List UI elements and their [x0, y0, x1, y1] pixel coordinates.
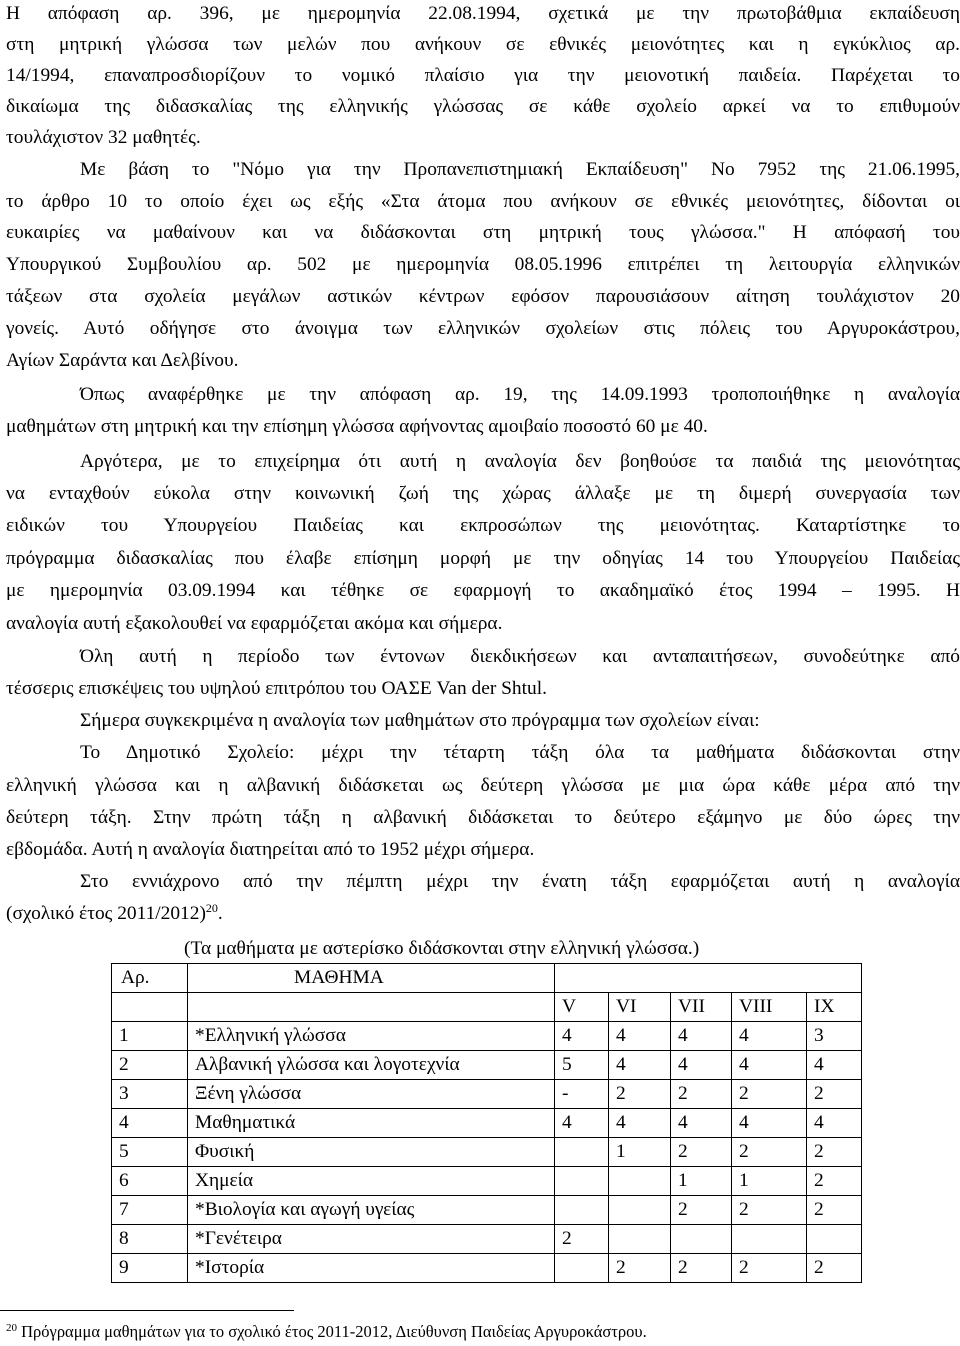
table-row: [112, 1196, 862, 1225]
table-row: [112, 1254, 862, 1283]
row-hours: 2: [555, 1225, 609, 1254]
row-hours: [555, 1138, 609, 1167]
row-subject: *Γενέτειρα: [188, 1225, 555, 1254]
row-hours: 4: [609, 1109, 671, 1138]
row-subject: Χημεία: [188, 1167, 555, 1196]
grade-header: IX: [807, 993, 862, 1022]
paragraph-3-line: μαθημάτων στη μητρική και την επίσημη γλώσσα αφήνοντας αμοιβαίο ποσοστό 60 με 40.: [6, 416, 708, 437]
grades-row-blank: [188, 993, 555, 1022]
row-hours: 3: [807, 1022, 862, 1051]
paragraph-6-line: Σήμερα συγκεκριμένα η αναλογία των μαθημάτων στο πρόγραμμα των σχολείων είναι:: [80, 710, 760, 731]
grade-header: VIII: [732, 993, 807, 1022]
row-hours: 2: [732, 1080, 807, 1109]
paragraph-2-line: Με βάση το "Νόμο για την Προπανεπιστημιακή Εκπαίδευση" Νο 7952 της 21.06.1995,: [80, 159, 960, 180]
row-hours: 2: [807, 1196, 862, 1225]
paragraph-2-line: τάξεων στα σχολεία μεγάλων αστικών κέντρων εφόσον παρουσιάσουν αίτηση τουλάχιστον 20: [6, 286, 960, 307]
row-number: 2: [112, 1051, 188, 1080]
grade-header: VI: [609, 993, 671, 1022]
paragraph-1-line: 14/1994, επαναπροσδιορίζουν το νομικό πλαίσιο για την μειονοτική παιδεία. Παρέχεται το: [6, 65, 960, 86]
row-hours: 2: [732, 1138, 807, 1167]
paragraph-2-line: Υπουργικού Συμβουλίου αρ. 502 με ημερομηνία 08.05.1996 επιτρέπει τη λειτουργία ελληνικών: [6, 254, 960, 275]
row-hours: [555, 1196, 609, 1225]
row-hours: 4: [732, 1109, 807, 1138]
row-hours: 4: [807, 1109, 862, 1138]
paragraph-7-line: Το Δημοτικό Σχολείο: μέχρι την τέταρτη τάξη όλα τα μαθήματα διδάσκονται στην: [80, 742, 960, 763]
paragraph-5-line: Όλη αυτή η περίοδο των έντονων διεκδικήσεων και ανταπαιτήσεων, συνοδεύτηκε από: [80, 646, 960, 667]
row-hours: 2: [732, 1254, 807, 1283]
row-hours: [555, 1254, 609, 1283]
table-header-row: [112, 964, 862, 993]
footnote-marker: 20: [6, 1322, 17, 1334]
table-note: (Τα μαθήματα με αστερίσκο διδάσκονται στην ελληνική γλώσσα.): [184, 938, 700, 959]
row-hours: 2: [671, 1254, 732, 1283]
table-row: [112, 1225, 862, 1254]
row-hours: [609, 1225, 671, 1254]
row-hours: 2: [807, 1138, 862, 1167]
table-row: [112, 1109, 862, 1138]
row-hours: 4: [609, 1022, 671, 1051]
footnote-reference[interactable]: 20: [205, 901, 218, 915]
paragraph-8-end: .: [217, 903, 223, 924]
row-hours: 2: [807, 1080, 862, 1109]
paragraph-2-line: ευκαιρίες να μαθαίνουν και να διδάσκονται στη μητρική τους γλώσσα." Η απόφασή του: [6, 222, 960, 243]
row-subject: *Ιστορία: [188, 1254, 555, 1283]
row-hours: [671, 1225, 732, 1254]
paragraph-2-line: Αγίων Σαράντα και Δελβίνου.: [6, 350, 239, 371]
table-grades-row: [112, 993, 862, 1022]
paragraph-8-line: Στο εννιάχρονο από την πέμπτη μέχρι την ένατη τάξη εφαρμόζεται αυτή η αναλογία: [80, 871, 960, 892]
row-hours: 4: [555, 1022, 609, 1051]
row-hours: [807, 1225, 862, 1254]
row-number: 4: [112, 1109, 188, 1138]
header-num: Αρ.: [112, 964, 188, 993]
paragraph-4-line: να ενταχθούν εύκολα στην κοινωνική ζωή της χώρας άλλαξε με τη διμερή συνεργασία των: [6, 483, 960, 504]
footnote: [6, 1322, 647, 1342]
row-hours: 4: [609, 1051, 671, 1080]
paragraph-4-line: αναλογία αυτή εξακολουθεί να εφαρμόζεται ακόμα και σήμερα.: [6, 613, 503, 634]
paragraph-4-line: πρόγραμμα διδασκαλίας που έλαβε επίσημη μορφή με την οδηγίας 14 του Υπουργείου Παιδείας: [6, 548, 960, 569]
row-hours: 4: [671, 1109, 732, 1138]
paragraph-5-line: τέσσερις επισκέψεις του υψηλού επιτρόπου του ΟΑΣΕ Van der Shtul.: [6, 678, 547, 699]
row-subject: Φυσική: [188, 1138, 555, 1167]
paragraph-7-line: εβδομάδα. Αυτή η αναλογία διατηρείται από το 1952 μέχρι σήμερα.: [6, 839, 535, 860]
header-grades-span: [555, 964, 862, 993]
row-hours: 2: [609, 1254, 671, 1283]
row-hours: 4: [732, 1022, 807, 1051]
row-number: 9: [112, 1254, 188, 1283]
row-number: 6: [112, 1167, 188, 1196]
table-row: [112, 1167, 862, 1196]
grade-header: VII: [671, 993, 732, 1022]
row-hours: 2: [671, 1196, 732, 1225]
table-body: [112, 1022, 862, 1283]
paragraph-7-line: δεύτερη τάξη. Στην πρώτη τάξη η αλβανική διδάσκεται το δεύτερο εξάμηνο με δύο ώρες την: [6, 807, 960, 828]
row-number: 5: [112, 1138, 188, 1167]
row-hours: 4: [732, 1051, 807, 1080]
row-hours: 2: [609, 1080, 671, 1109]
row-hours: -: [555, 1080, 609, 1109]
grades-row-blank: [112, 993, 188, 1022]
row-hours: 2: [807, 1254, 862, 1283]
table-row: [112, 1051, 862, 1080]
row-hours: 1: [732, 1167, 807, 1196]
row-hours: 4: [671, 1022, 732, 1051]
row-hours: 2: [807, 1167, 862, 1196]
paragraph-8-line: [6, 902, 960, 926]
row-number: 3: [112, 1080, 188, 1109]
row-hours: 1: [671, 1167, 732, 1196]
row-subject: *Βιολογία και αγωγή υγείας: [188, 1196, 555, 1225]
paragraph-2-line: το άρθρο 10 το οποίο έχει ως εξής «Στα άτομα που ανήκουν σε εθνικές μειονότητες, δίδονται οι: [6, 191, 960, 212]
footnote-separator: [0, 1310, 294, 1311]
row-hours: [609, 1196, 671, 1225]
row-hours: [609, 1167, 671, 1196]
footnote-text: Πρόγραμμα μαθημάτων για το σχολικό έτος 2011-2012, Διεύθυνση Παιδείας Αργυροκάστρου.: [21, 1322, 647, 1341]
row-number: 1: [112, 1022, 188, 1051]
paragraph-1-line: στη μητρική γλώσσα των μελών που ανήκουν σε εθνικές μειονότητες και η εγκύκλιος αρ.: [6, 34, 960, 55]
paragraph-1-line: δικαίωμα της διδασκαλίας της ελληνικής γλώσσας σε κάθε σχολείο αρκεί να το επιθυμούν: [6, 96, 960, 117]
row-subject: Αλβανική γλώσσα και λογοτεχνία: [188, 1051, 555, 1080]
table-row: [112, 1138, 862, 1167]
row-hours: 4: [671, 1051, 732, 1080]
row-hours: 2: [671, 1080, 732, 1109]
paragraph-1-line: τουλάχιστον 32 μαθητές.: [6, 127, 201, 148]
grade-header: V: [555, 993, 609, 1022]
row-hours: 1: [609, 1138, 671, 1167]
row-hours: [732, 1225, 807, 1254]
paragraph-8-text: (σχολικό έτος 2011/2012): [6, 903, 206, 924]
row-hours: 4: [555, 1109, 609, 1138]
row-hours: 5: [555, 1051, 609, 1080]
paragraph-4-line: με ημερομηνία 03.09.1994 και τέθηκε σε εφαρμογή το ακαδημαϊκό έτος 1994 – 1995. Η: [6, 580, 960, 601]
row-subject: *Ελληνική γλώσσα: [188, 1022, 555, 1051]
row-number: 8: [112, 1225, 188, 1254]
row-hours: 2: [732, 1196, 807, 1225]
paragraph-3-line: Όπως αναφέρθηκε με την απόφαση αρ. 19, της 14.09.1993 τροποποιήθηκε η αναλογία: [80, 384, 960, 405]
row-subject: Ξένη γλώσσα: [188, 1080, 555, 1109]
row-hours: 4: [807, 1051, 862, 1080]
paragraph-7-line: ελληνική γλώσσα και η αλβανική διδάσκεται ως δεύτερη γλώσσα με μια ώρα κάθε μέρα από την: [6, 775, 960, 796]
paragraph-4-line: ειδικών του Υπουργείου Παιδείας και εκπροσώπων της μειονότητας. Καταρτίστηκε το: [6, 515, 960, 536]
row-subject: Μαθηματικά: [188, 1109, 555, 1138]
table-row: [112, 1080, 862, 1109]
table-row: [112, 1022, 862, 1051]
paragraph-2-line: γονείς. Αυτό οδήγησε στο άνοιγμα των ελληνικών σχολείων στις πόλεις του Αργυροκάστρου,: [6, 318, 960, 339]
paragraph-1-line: Η απόφαση αρ. 396, με ημερομηνία 22.08.1994, σχετικά με την πρωτοβάθμια εκπαίδευση: [6, 3, 960, 24]
paragraph-4-line: Αργότερα, με το επιχείρημα ότι αυτή η αναλογία δεν βοηθούσε τα παιδιά της μειονότητας: [80, 451, 960, 472]
subject-hours-table: [111, 963, 862, 1283]
row-hours: 2: [671, 1138, 732, 1167]
row-hours: [555, 1167, 609, 1196]
header-subject: ΜΑΘΗΜΑ: [188, 964, 555, 993]
row-number: 7: [112, 1196, 188, 1225]
